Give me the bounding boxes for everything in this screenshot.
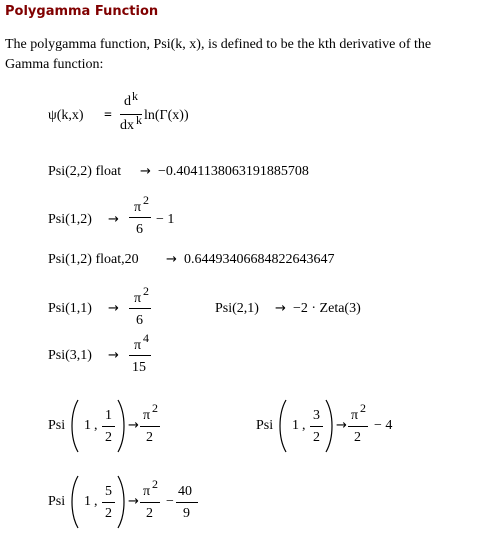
expression-input: Psi(2,1) [215,301,259,316]
fraction-bar [140,426,160,427]
argument-numerator: 5 [105,484,112,499]
expression-result: −0.4041138063191885708 [158,164,309,179]
argument-k: 1 [84,494,91,509]
expression-function: Psi [48,494,66,509]
left-parenthesis [278,398,288,454]
second-fraction-bar [176,502,198,503]
expression-input: Psi(1,1) [48,301,92,316]
fraction-bar [140,502,160,503]
arrow-symbol: → [108,212,119,227]
intro-paragraph: The polygamma function, Psi(k, x), is defined to be the kth derivative of the Gamma function: [5,37,432,72]
fraction-bar [129,217,151,218]
pi-exponent: 2 [360,401,366,415]
pi-exponent: 4 [143,331,149,345]
fraction-denominator: 15 [132,360,146,375]
arrow-symbol: → [108,301,119,316]
argument-fraction-bar [102,502,115,503]
argument-denominator: 2 [313,430,320,445]
minus-symbol: − [166,494,174,509]
derivative-numerator-d: d [124,94,131,109]
expression-tail: − 1 [156,212,175,227]
arrow-symbol: → [140,164,151,179]
arrow-symbol: → [128,494,139,509]
arrow-symbol: → [275,301,286,316]
argument-comma: , [94,418,98,433]
expression-input: Psi(3,1) [48,348,92,363]
expression-result: 0.64493406684822643647 [184,252,335,267]
arrow-symbol: → [336,418,347,433]
left-parenthesis [70,474,80,530]
expression-input: Psi(2,2) float [48,164,122,179]
expression-result: −2 · Zeta(3) [293,301,361,316]
pi-symbol: π [351,408,359,423]
expression-function: Psi [256,418,274,433]
pi-symbol: π [143,484,151,499]
fraction-denominator: 2 [354,430,361,445]
pi-exponent: 2 [143,193,149,207]
fraction-bar [348,426,368,427]
fraction-denominator: 6 [136,313,143,328]
expression-input: Psi(1,2) float,20 [48,252,139,267]
fraction-denominator: 2 [146,506,153,521]
right-parenthesis [116,474,126,530]
pi-symbol: π [134,200,142,215]
arrow-symbol: → [166,252,177,267]
argument-k: 1 [292,418,299,433]
fraction-denominator: 2 [146,430,153,445]
arrow-symbol: → [108,348,119,363]
page-title: Polygamma Function [5,4,159,19]
derivative-denominator-exponent: k [136,113,142,127]
second-fraction-denominator: 9 [183,506,190,521]
fraction-bar [129,308,151,309]
argument-fraction-bar [310,426,323,427]
right-parenthesis [324,398,334,454]
argument-denominator: 2 [105,506,112,521]
second-fraction-numerator: 40 [178,484,192,499]
right-parenthesis [116,398,126,454]
argument-numerator: 3 [313,408,320,423]
pi-exponent: 2 [152,477,158,491]
pi-symbol: π [134,291,142,306]
definition-lhs: ψ(k,x) [48,108,84,123]
expression-tail: − 4 [374,418,393,433]
fraction-bar [129,355,151,356]
pi-exponent: 2 [143,284,149,298]
argument-denominator: 2 [105,430,112,445]
expression-input: Psi(1,2) [48,212,92,227]
argument-fraction-bar [102,426,115,427]
argument-comma: , [302,418,306,433]
argument-k: 1 [84,418,91,433]
derivative-denominator-dx: dx [120,118,134,133]
argument-numerator: 1 [105,408,112,423]
arrow-symbol: → [128,418,139,433]
definition-equals: = [104,108,112,123]
pi-symbol: π [143,408,151,423]
left-parenthesis [70,398,80,454]
expression-function: Psi [48,418,66,433]
pi-exponent: 2 [152,401,158,415]
definition-rhs: ln(Γ(x)) [144,108,189,123]
fraction-denominator: 6 [136,222,143,237]
argument-comma: , [94,494,98,509]
derivative-numerator-exponent: k [132,89,138,103]
pi-symbol: π [134,338,142,353]
